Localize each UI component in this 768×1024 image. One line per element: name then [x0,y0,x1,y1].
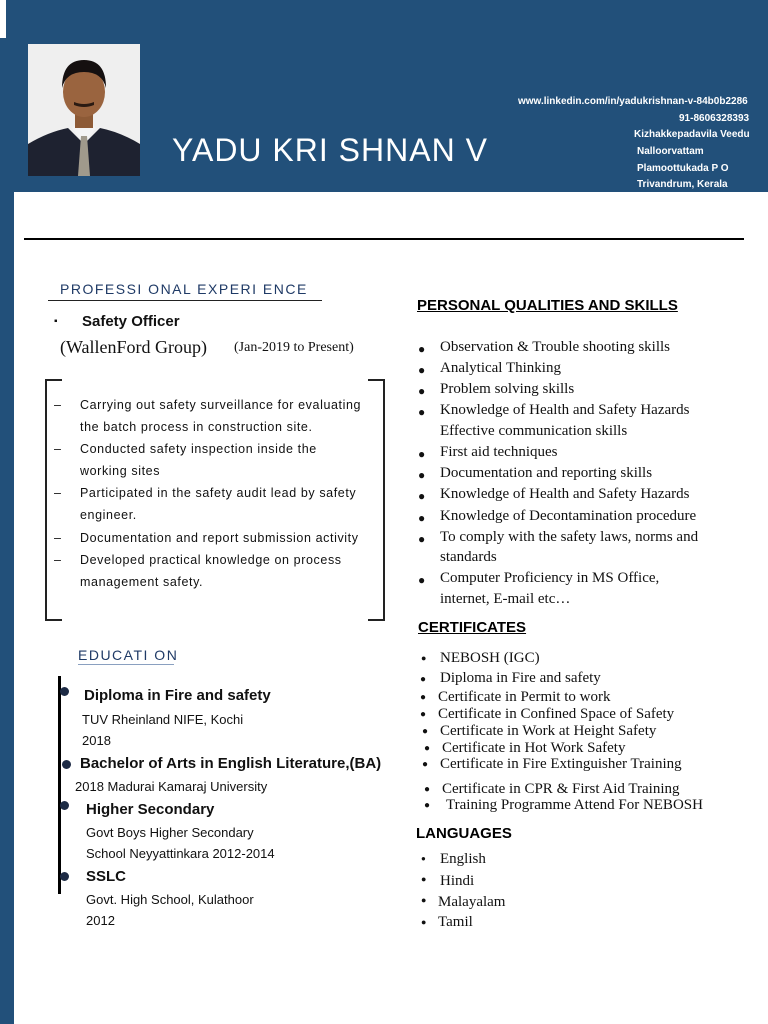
language-item: Hindi [440,873,475,889]
education-detail: 2012 [86,913,115,928]
responsibility-item: Participated in the safety audit lead by safety [80,486,357,500]
bullet-icon: ● [418,573,426,587]
skill-item: standards [440,549,497,565]
bullet-icon: ● [421,895,427,905]
education-detail: 2018 [82,733,111,748]
skill-item: Knowledge of Decontamination procedure [440,508,697,524]
address-line-4: Trivandrum, Kerala [637,179,728,190]
certificates-title: CERTIFICATES [418,619,527,636]
experience-title: PROFESSI ONAL EXPERI ENCE [60,281,308,297]
skill-item: internet, E-mail etc… [440,591,571,607]
education-detail: Govt Boys Higher Secondary [86,825,254,840]
certificate-item: Certificate in Confined Space of Safety [438,706,675,722]
certificate-item: NEBOSH (IGC) [440,650,540,666]
responsibility-item: Developed practical knowledge on process [80,553,342,567]
skill-item: Observation & Trouble shooting skills [440,339,671,355]
divider-rule [24,238,744,240]
certificate-item: Certificate in CPR & First Aid Training [442,781,680,797]
profile-photo [28,44,140,176]
responsibility-item: Documentation and report submission activity [80,531,359,545]
language-item: Tamil [438,914,473,930]
education-detail: TUV Rheinland NIFE, Kochi [82,712,244,727]
certificate-item: Certificate in Permit to work [438,689,611,705]
company-name: (WallenFord Group) [60,337,208,357]
phone-number: 91-8606328393 [679,113,750,124]
skill-item: Computer Proficiency in MS Office, [440,570,660,586]
bullet-icon: ● [420,709,427,720]
language-item: English [440,851,486,867]
skill-item: To comply with the safety laws, norms and [440,529,699,545]
job-period: (Jan-2019 to Present) [234,340,354,355]
certificate-item: Certificate in Work at Height Safety [440,723,657,739]
bullet-icon: ● [424,800,431,811]
bullet-icon: ● [422,726,429,737]
experience-title-underline [48,300,322,301]
skill-item: Analytical Thinking [440,360,561,376]
dash-bullet-icon: – [54,553,62,567]
linkedin-url[interactable]: www.linkedin.com/in/yadukrishnan-v-84b0b2286 [518,96,748,107]
skill-item: First aid techniques [440,444,558,460]
languages-title: LANGUAGES [416,825,512,842]
education-title-underline [78,664,174,665]
header-notch [0,0,6,38]
bullet-icon: ● [424,743,431,754]
education-detail: 2018 Madurai Kamaraj University [75,779,268,794]
bullet-icon: ● [418,511,426,525]
education-degree: SSLC [86,868,127,885]
responsibility-item: management safety. [80,575,204,589]
education-detail: School Neyyattinkara 2012-2014 [86,846,275,861]
bullet-icon: ● [418,532,426,546]
dash-bullet-icon: – [54,442,62,456]
timeline-dot-icon [60,687,69,696]
responsibility-item: Carrying out safety surveillance for evaluating [80,398,362,412]
bullet-icon: ● [422,759,429,770]
candidate-name: YADU KRI SHNAN V [172,132,488,168]
responsibility-item: working sites [80,464,161,478]
bullet-icon: ● [421,854,426,863]
responsibility-item: the batch process in construction site. [80,420,313,434]
education-degree: Diploma in Fire and safety [84,687,271,704]
skill-item: Documentation and reporting skills [440,465,653,481]
address-line-2: Nalloorvattam [637,146,704,157]
bullet-icon: ● [418,447,426,461]
skills-title: PERSONAL QUALITIES AND SKILLS [417,297,678,314]
address-line-3: Plamoottukada P O [637,163,729,174]
timeline-dot-icon [62,760,71,769]
dash-bullet-icon: – [54,531,62,545]
responsibility-item: engineer. [80,508,137,522]
role-bullet-icon: ▪ [54,316,58,327]
certificate-item: Certificate in Fire Extinguisher Training [440,756,682,772]
education-degree: Higher Secondary [86,801,215,818]
dash-bullet-icon: – [54,486,62,500]
education-degree: Bachelor of Arts in English Literature,(BA) [80,755,382,772]
skill-item: Effective communication skills [440,423,628,439]
dash-bullet-icon: – [54,398,62,412]
bullet-icon: ● [418,363,426,377]
bullet-icon: ● [418,468,426,482]
timeline-dot-icon [60,872,69,881]
education-detail: Govt. High School, Kulathoor [86,892,254,907]
skill-item: Knowledge of Health and Safety Hazards [440,402,690,418]
education-timeline [58,676,61,894]
certificate-item: Certificate in Hot Work Safety [442,740,626,756]
timeline-dot-icon [60,801,69,810]
bullet-icon: ● [420,692,427,703]
language-item: Malayalam [438,894,506,910]
education-title: EDUCATI ON [78,647,179,663]
left-accent-strip [0,192,14,1024]
bullet-icon: ● [424,784,431,795]
bullet-icon: ● [421,874,427,884]
job-role: Safety Officer [82,313,180,330]
certificate-item: Training Programme Attend For NEBOSH [446,797,703,813]
bullet-icon: ● [418,489,426,503]
bullet-icon: ● [418,405,426,419]
skill-item: Knowledge of Health and Safety Hazards [440,486,690,502]
bullet-icon: ● [421,653,427,663]
skill-item: Problem solving skills [440,381,575,397]
responsibility-item: Conducted safety inspection inside the [80,442,317,456]
bullet-icon: ● [420,674,427,685]
bullet-icon: ● [421,917,427,927]
address-line-1: Kizhakkepadavila Veedu [634,129,750,140]
bullet-icon: ● [418,342,426,356]
bullet-icon: ● [418,384,426,398]
certificate-item: Diploma in Fire and safety [440,670,601,686]
